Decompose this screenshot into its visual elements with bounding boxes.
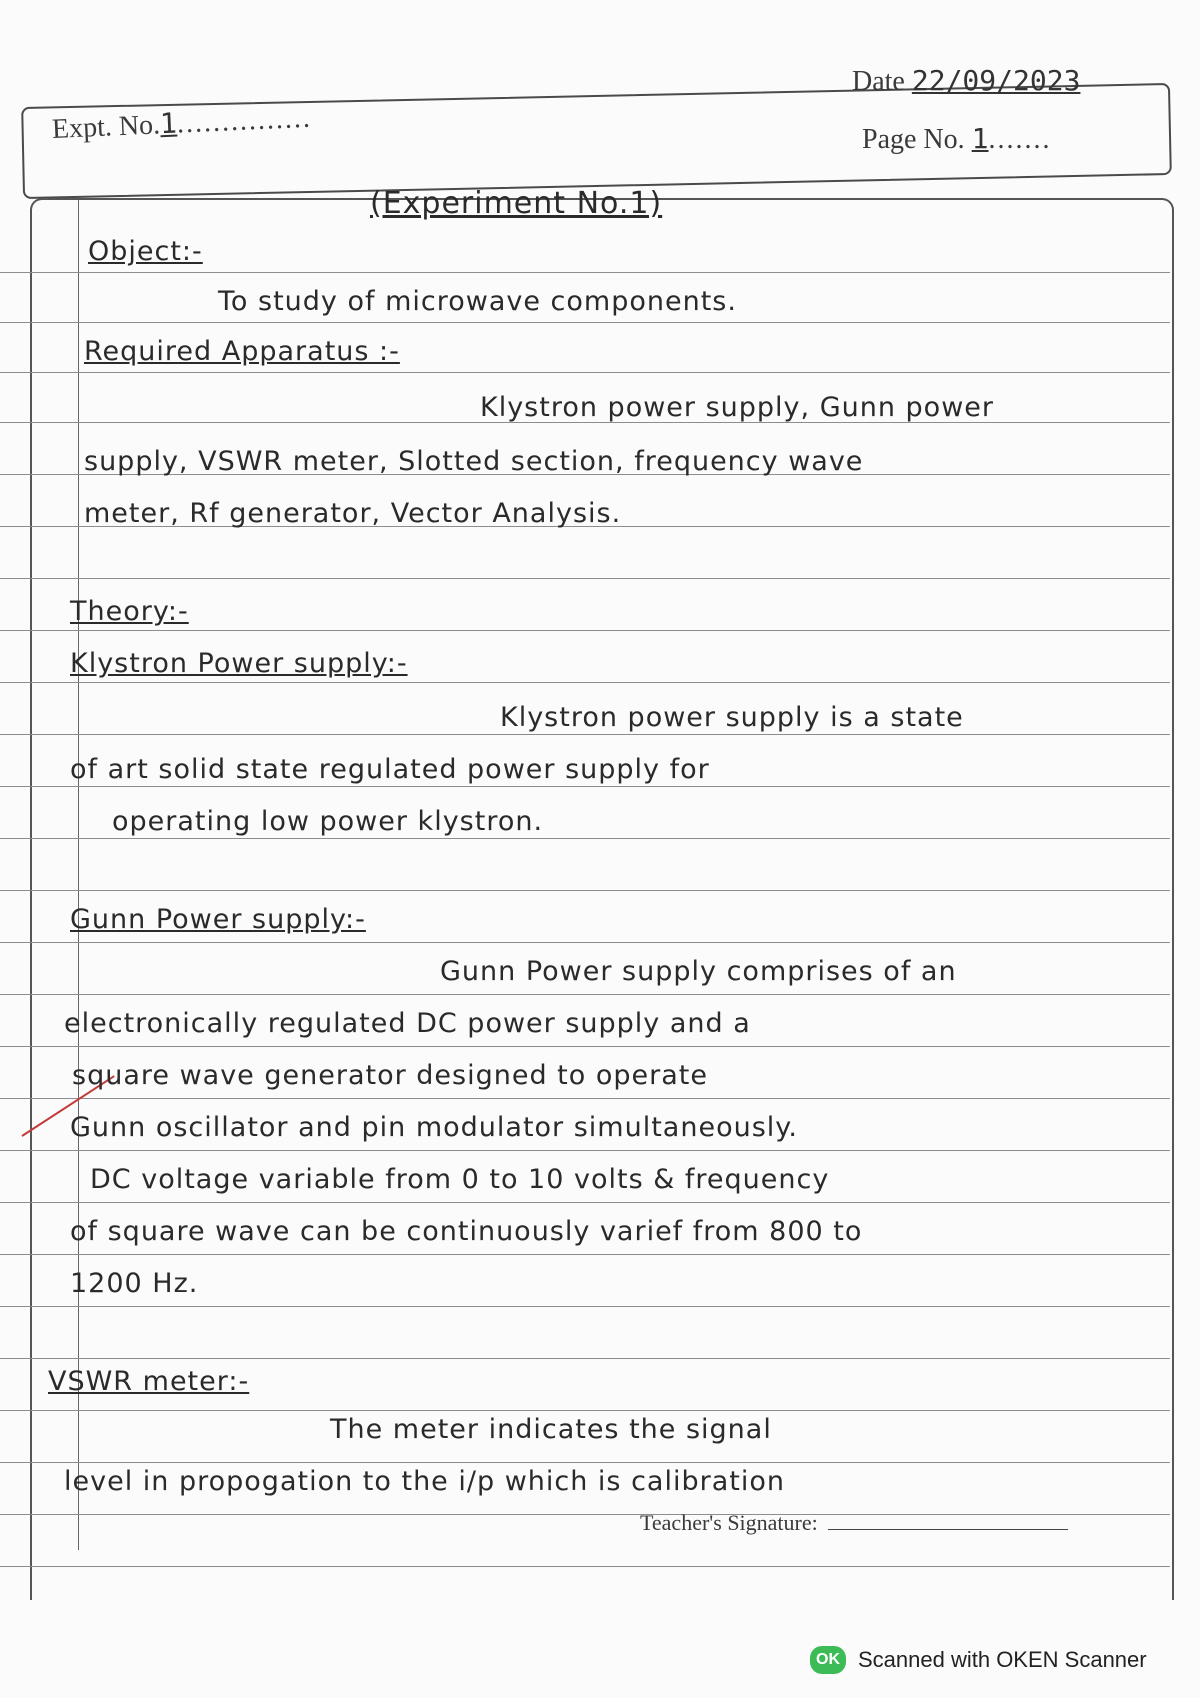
ruled-line <box>0 578 1170 579</box>
vswr-line-1: The meter indicates the signal <box>330 1414 772 1445</box>
expt-dots: ............... <box>176 102 313 140</box>
apparatus-line-1: Klystron power supply, Gunn power <box>480 392 994 423</box>
date-value: 22/09/2023 <box>911 64 1081 97</box>
apparatus-line-2: supply, VSWR meter, Slotted section, frequency wave <box>84 446 864 477</box>
page-value: 1 <box>971 122 989 155</box>
ruled-line <box>0 1254 1170 1255</box>
ruled-line <box>0 942 1170 943</box>
ruled-line <box>0 1202 1170 1203</box>
ruled-line <box>0 786 1170 787</box>
ruled-line <box>0 734 1170 735</box>
ruled-line <box>0 1046 1170 1047</box>
scanner-text: Scanned with OKEN Scanner <box>858 1647 1147 1672</box>
teacher-signature <box>640 1510 1068 1536</box>
expt-value: 1 <box>159 106 178 141</box>
gunn-line-1: Gunn Power supply comprises of an <box>440 956 957 987</box>
margin-line <box>78 200 79 1550</box>
ruled-line <box>0 630 1170 631</box>
ruled-line <box>0 272 1170 273</box>
gunn-line-4: Gunn oscillator and pin modulator simultaneously. <box>70 1112 798 1143</box>
vswr-line-2: level in propogation to the i/p which is calibration <box>64 1466 785 1497</box>
date-label: Date <box>852 66 905 97</box>
signature-line <box>828 1529 1068 1530</box>
ruled-line <box>0 1306 1170 1307</box>
signature-label: Teacher's Signature: <box>640 1510 818 1535</box>
gunn-line-6: of square wave can be continuously varief from 800 to <box>70 1216 863 1247</box>
object-heading: Object:- <box>88 236 203 267</box>
object-text: To study of microwave components. <box>218 286 737 317</box>
gunn-line-7: 1200 Hz. <box>70 1268 199 1299</box>
page-label: Page No. <box>862 124 965 155</box>
ruled-line <box>0 1358 1170 1359</box>
apparatus-heading: Required Apparatus :- <box>84 336 400 367</box>
klystron-line-3: operating low power klystron. <box>112 806 544 837</box>
scanner-logo-icon: OK <box>810 1646 846 1674</box>
klystron-heading: Klystron Power supply:- <box>70 648 408 679</box>
ruled-line <box>0 1410 1170 1411</box>
klystron-line-1: Klystron power supply is a state <box>500 702 964 733</box>
ruled-line <box>0 1150 1170 1151</box>
vswr-heading: VSWR meter:- <box>48 1366 250 1397</box>
page-number-field <box>862 122 1052 156</box>
theory-heading: Theory:- <box>70 596 189 627</box>
ruled-line <box>0 890 1170 891</box>
ruled-line <box>0 372 1170 373</box>
expt-label: Expt. No. <box>51 109 161 145</box>
ruled-line <box>0 682 1170 683</box>
scanner-watermark <box>810 1646 1147 1674</box>
gunn-heading: Gunn Power supply:- <box>70 904 366 935</box>
ruled-line <box>0 322 1170 323</box>
ruled-line <box>0 994 1170 995</box>
date-field <box>852 64 1080 98</box>
apparatus-line-3: meter, Rf generator, Vector Analysis. <box>84 498 622 529</box>
ruled-line <box>0 1098 1170 1099</box>
page-dots: ....... <box>988 124 1052 155</box>
ruled-line <box>0 1462 1170 1463</box>
page-title: (Experiment No.1) <box>370 186 663 221</box>
ruled-line <box>0 1566 1170 1567</box>
gunn-line-2: electronically regulated DC power supply and a <box>64 1008 751 1039</box>
ruled-line <box>0 838 1170 839</box>
gunn-line-3: square wave generator designed to operate <box>72 1060 708 1091</box>
gunn-line-5: DC voltage variable from 0 to 10 volts & frequency <box>90 1164 830 1195</box>
klystron-line-2: of art solid state regulated power supply for <box>70 754 710 785</box>
